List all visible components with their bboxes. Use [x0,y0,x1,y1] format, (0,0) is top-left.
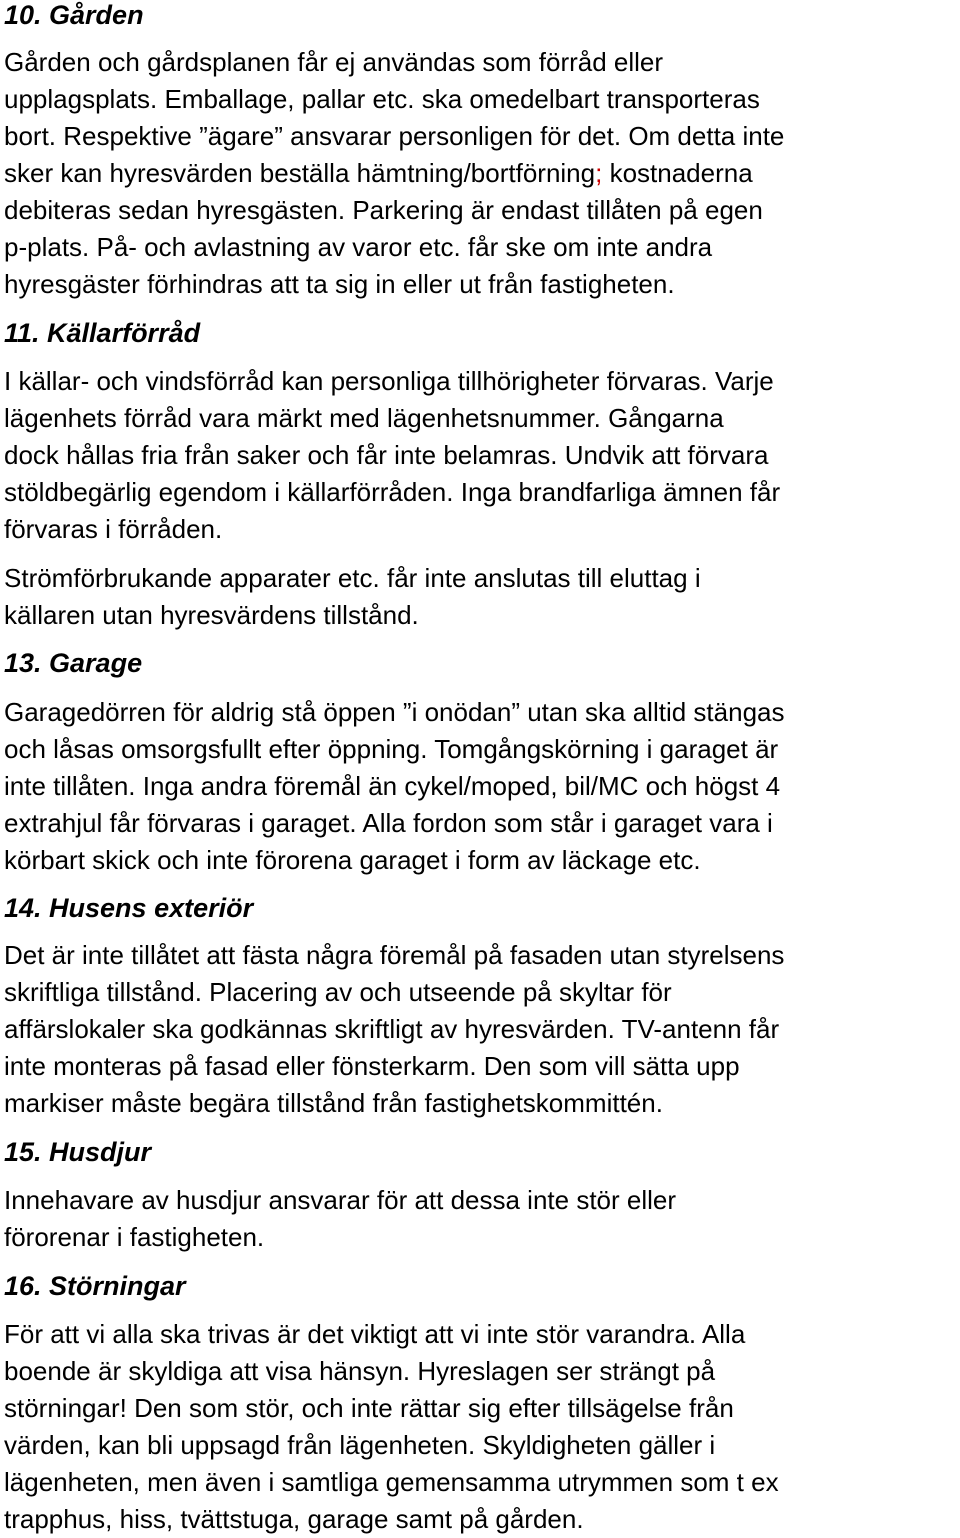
paragraph-line: inte tillåten. Inga andra föremål än cykel/moped, bil/MC och högst 4 [4,771,781,801]
section-heading-garden: 10. Gården [4,0,144,30]
paragraph-line: I källar- och vindsförråd kan personliga tillhörigheter förvaras. Varje [4,366,774,396]
paragraph-line: stöldbegärlig egendom i källarförråden. Inga brandfarliga ämnen får [4,477,781,507]
paragraph-line: Garagedörren för aldrig stå öppen ”i onödan” utan ska alltid stängas [4,697,785,727]
section-paragraph-storningar [4,1316,779,1538]
paragraph-line: Strömförbrukande apparater etc. får inte anslutas till eluttag i [4,563,701,593]
section-heading-storningar: 16. Störningar [4,1271,186,1301]
paragraph-line: Innehavare av husdjur ansvarar för att dessa inte stör eller [4,1185,677,1215]
paragraph-line: debiteras sedan hyresgästen. Parkering är endast tillåten på egen [4,195,763,225]
paragraph-line: boende är skyldiga att visa hänsyn. Hyreslagen ser strängt på [4,1356,716,1386]
paragraph-line: trapphus, hiss, tvättstuga, garage samt på gården. [4,1504,584,1534]
paragraph-line: För att vi alla ska trivas är det viktigt att vi inte stör varandra. Alla [4,1319,746,1349]
line-segment: sker kan hyresvärden beställa hämtning/bortförning [4,158,596,188]
section-heading-exterior: 14. Husens exteriör [4,893,254,923]
paragraph-line: förorenar i fastigheten. [4,1222,265,1252]
paragraph-line: p-plats. På- och avlastning av varor etc. får ske om inte andra [4,232,713,262]
paragraph-line [4,155,784,192]
paragraph-line: skriftliga tillstånd. Placering av och utseende på skyltar för [4,977,672,1007]
paragraph-line: affärslokaler ska godkännas skriftligt av hyresvärden. TV-antenn får [4,1014,780,1044]
paragraph-line: hyresgäster förhindras att ta sig in eller ut från fastigheten. [4,269,675,299]
section-heading-garage: 13. Garage [4,648,143,678]
paragraph-line: lägenheten, men även i samtliga gemensamma utrymmen som t ex [4,1467,779,1497]
line-segment: kostnaderna [602,158,753,188]
section-paragraph-husdjur [4,1182,676,1256]
paragraph-line: förvaras i förråden. [4,514,223,544]
red-semicolon: ; [595,158,603,188]
paragraph-line: bort. Respektive ”ägare” ansvarar personligen för det. Om detta inte [4,121,785,151]
paragraph-line: markiser måste begära tillstånd från fastighetskommittén. [4,1088,663,1118]
paragraph-line: inte monteras på fasad eller fönsterkarm. Den som vill sätta upp [4,1051,740,1081]
paragraph-line: upplagsplats. Emballage, pallar etc. ska omedelbart transporteras [4,84,760,114]
section-paragraph-strom [4,560,701,634]
paragraph-line: Gården och gårdsplanen får ej användas som förråd eller [4,47,664,77]
section-paragraph-exterior [4,937,784,1122]
section-heading-husdjur: 15. Husdjur [4,1137,152,1167]
paragraph-line: lägenhets förråd vara märkt med lägenhetsnummer. Gångarna [4,403,724,433]
paragraph-line: och låsas omsorgsfullt efter öppning. Tomgångskörning i garaget är [4,734,779,764]
section-paragraph-garden [4,44,784,303]
section-heading-kallarforrad: 11. Källarförråd [4,318,201,348]
paragraph-line: extrahjul får förvaras i garaget. Alla fordon som står i garaget vara i [4,808,773,838]
paragraph-line: värden, kan bli uppsagd från lägenheten. Skyldigheten gäller i [4,1430,716,1460]
paragraph-line: källaren utan hyresvärdens tillstånd. [4,600,419,630]
paragraph-line: Det är inte tillåtet att fästa några föremål på fasaden utan styrelsens [4,940,785,970]
paragraph-line: dock hållas fria från saker och får inte belamras. Undvik att förvara [4,440,769,470]
paragraph-line: körbart skick och inte förorena garaget i form av läckage etc. [4,845,701,875]
section-paragraph-kallarforrad [4,363,780,548]
paragraph-line: störningar! Den som stör, och inte rättar sig efter tillsägelse från [4,1393,734,1423]
section-paragraph-garage [4,694,784,879]
